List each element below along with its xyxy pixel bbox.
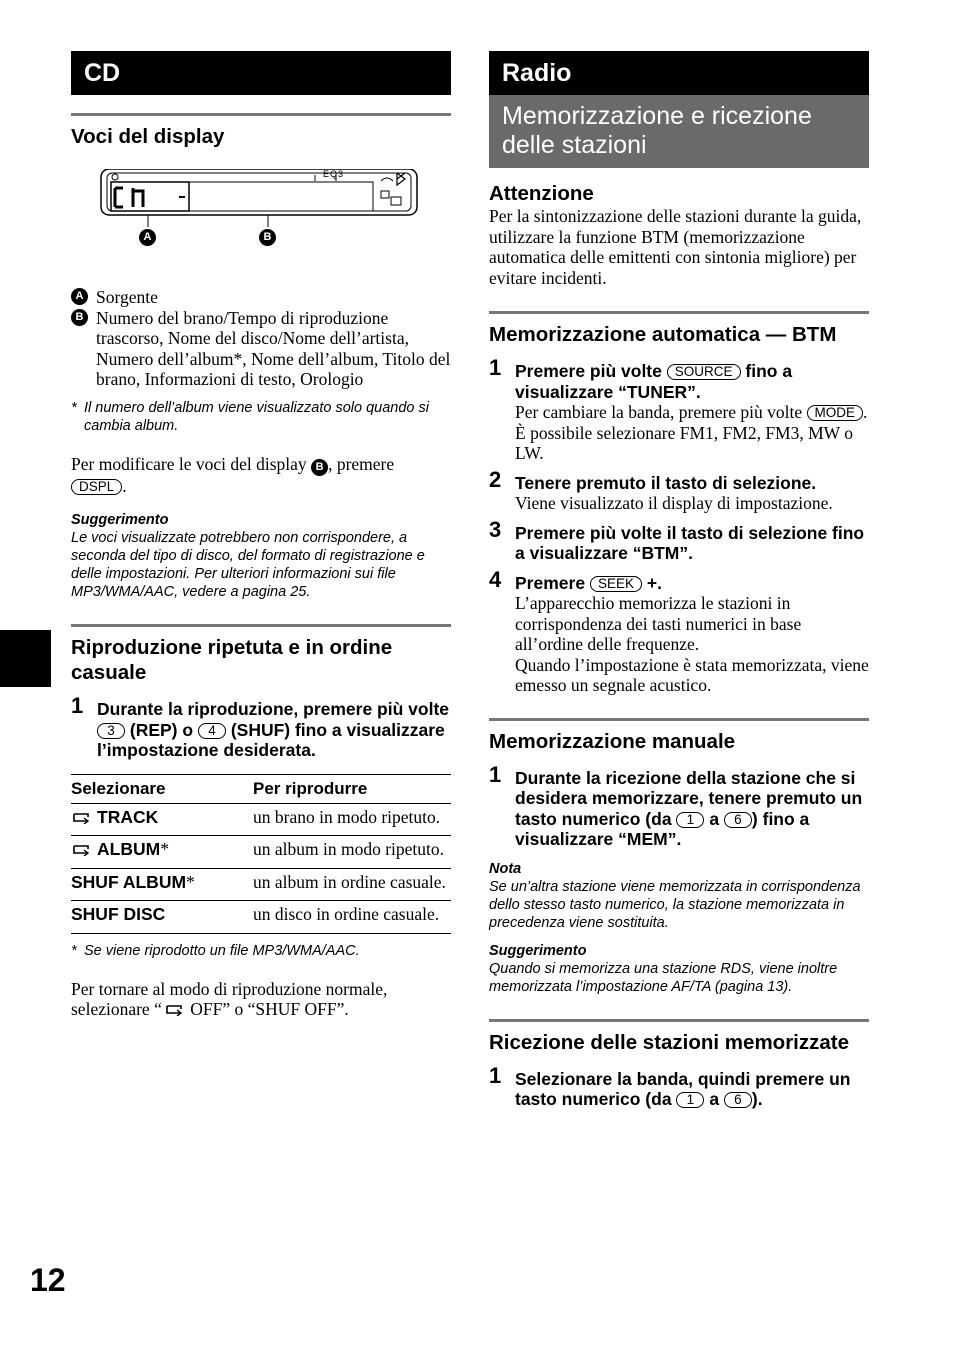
eq-label: EQ3 — [323, 169, 345, 179]
tip-title: Suggerimento — [71, 512, 169, 528]
step-number: 1 — [489, 1062, 502, 1088]
step-text: ). — [751, 1089, 763, 1109]
caution-title: Attenzione — [489, 182, 594, 205]
table-row — [71, 836, 451, 869]
tip-box-left — [71, 511, 451, 601]
step-number: 3 — [489, 516, 502, 542]
footnote-star: * — [71, 399, 77, 416]
btm-step-4-body: L’apparecchio memorizza le stazioni in corrispondenza dei tasti numerici in base all’ordine delle frequenze. — [515, 593, 802, 654]
btm-step-4 — [489, 566, 869, 594]
step-number: 4 — [489, 566, 502, 592]
btm-step-1 — [489, 355, 869, 402]
key-6: 6 — [724, 1092, 752, 1108]
repeat-heading: Riproduzione ripetuta e in ordine casuale — [71, 624, 451, 685]
step-text: Premere più volte — [515, 361, 662, 381]
legend-marker-a: A — [71, 288, 88, 305]
step-text: Premere più volte il tasto di selezione fino a visualizzare “BTM”. — [515, 522, 865, 563]
legend-item-a — [71, 287, 451, 308]
marker-a: A — [139, 229, 156, 246]
manual-step-1 — [489, 761, 869, 850]
receive-heading: Ricezione delle stazioni memorizzate — [489, 1019, 869, 1055]
return-text-2: OFF” o “SHUF OFF”. — [185, 999, 349, 1019]
marker-b: B — [259, 229, 276, 246]
receive-step-1 — [489, 1062, 869, 1110]
key-6: 6 — [724, 812, 752, 828]
modify-end: . — [122, 475, 127, 496]
modify-text: Per modificare le voci del display — [71, 453, 307, 474]
legend-text-a: Sorgente — [96, 287, 158, 307]
table-row — [71, 803, 451, 836]
nota-box — [489, 860, 869, 932]
step-text: Selezionare la banda, quindi premere un tasto numerico (da — [515, 1068, 851, 1109]
display-panel-svg — [71, 169, 451, 259]
repeat-table — [71, 774, 451, 934]
table-cell-select: SHUF ALBUM — [71, 871, 187, 892]
display-heading: Voci del display — [71, 113, 451, 149]
table-cell-star: * — [160, 839, 169, 859]
step-text: Durante la ricezione della stazione che si desidera memorizzare, tenere premuto un tasto numerico (da — [515, 767, 863, 829]
table-cell-desc: un brano in modo ripetuto. — [253, 803, 451, 836]
return-text: Per tornare al modo di riproduzione normale, selezionare “ — [71, 978, 388, 1019]
repeat-icon — [164, 1004, 184, 1016]
btm-heading: Memorizzazione automatica — BTM — [489, 311, 869, 347]
btm-step-2 — [489, 466, 869, 494]
display-illustration — [71, 161, 451, 301]
source-key: SOURCE — [667, 364, 741, 380]
step-text: Tenere premuto il tasto di selezione. — [515, 472, 817, 493]
tip-box-right — [489, 942, 869, 996]
nota-title: Nota — [489, 860, 522, 877]
step-text: (SHUF) fino a visualizzare l’impostazione desiderata. — [97, 719, 445, 760]
side-tab — [0, 630, 51, 687]
footnote-text: Il numero dell’album viene visualizzato solo quando si cambia album. — [84, 399, 429, 434]
mode-key: MODE — [807, 405, 864, 421]
table-cell-star: * — [186, 871, 195, 892]
table-cell-select: TRACK — [97, 806, 159, 827]
step-text: Premere — [515, 572, 586, 593]
nota-text: Se un’altra stazione viene memorizzata in corrispondenza dello stesso tasto numerico, la stazione memorizzata in precedenza viene sostituita. — [489, 878, 861, 931]
table-row — [71, 901, 451, 934]
legend-text-b: Numero del brano/Tempo di riproduzione trascorso, Nome del disco/Nome dell’artista, Numero dell’album*, Nome dell’album, Titolo del brano, Informazioni di testo, Orologio — [96, 307, 451, 389]
btm-step-3 — [489, 516, 869, 564]
footnote-star: * — [71, 942, 77, 959]
caution-text: Per la sintonizzazione delle stazioni durante la guida, utilizzare la funzione BTM (memorizzazione automatica delle emittenti con sintonia migliore) per evitare incidenti. — [489, 206, 862, 288]
table-cell-desc: un album in ordine casuale. — [253, 868, 451, 901]
repeat-step-1 — [71, 693, 451, 761]
left-column — [71, 51, 451, 1020]
key-3: 3 — [97, 723, 125, 739]
legend-item-b — [71, 308, 451, 390]
modify-instruction — [71, 454, 451, 497]
step-text: a — [709, 808, 720, 829]
legend-list — [71, 287, 451, 390]
key-1: 1 — [676, 812, 704, 828]
subsection-title: Memorizzazione e ricezione delle stazioni — [489, 95, 869, 168]
tip-title: Suggerimento — [489, 942, 587, 959]
footnote-mp3 — [71, 942, 451, 960]
step-number: 1 — [489, 761, 502, 787]
table-row — [71, 868, 451, 901]
table-cell-desc: un album in modo ripetuto. — [253, 836, 451, 869]
table-cell-desc: un disco in ordine casuale. — [253, 901, 451, 934]
key-1: 1 — [676, 1092, 704, 1108]
step-text: fino a visualizzare “TUNER”. — [515, 361, 793, 402]
tip-text: Le voci visualizzate potrebbero non corrispondere, a seconda del tipo di disco, del formato di registrazione e delle impostazioni. Per ulteriori informazioni sui file MP3/WMA/AAC, vedere a pagina 25. — [71, 530, 425, 600]
btm-step-1-body — [489, 402, 869, 464]
btm-step-2-body: Viene visualizzato il display di impostazione. — [515, 493, 833, 513]
table-header-select: Selezionare — [71, 774, 253, 803]
repeat-icon — [71, 812, 91, 824]
right-column — [489, 51, 869, 1110]
section-title-radio: Radio — [489, 51, 869, 95]
return-instruction — [71, 979, 451, 1020]
modify-marker-b: B — [311, 459, 328, 476]
modify-text-2: , premere — [328, 453, 395, 474]
step-text: (REP) o — [129, 719, 194, 740]
table-cell-select: SHUF DISC — [71, 904, 166, 924]
step-text: +. — [646, 572, 662, 593]
page-number: 12 — [30, 1262, 66, 1298]
btm-step-4-body-2: Quando l’impostazione è stata memorizzata, viene emesso un segnale acustico. — [515, 654, 869, 695]
key-4: 4 — [198, 723, 226, 739]
seek-key: SEEK — [590, 576, 642, 592]
step-body-text: . È possibile selezionare FM1, FM2, FM3, MW o LW. — [515, 402, 868, 463]
step-number: 1 — [489, 355, 502, 380]
repeat-icon — [71, 844, 91, 856]
tip-text: Quando si memorizza una stazione RDS, viene inoltre memorizzata l’impostazione AF/TA (pagina 13). — [489, 960, 838, 995]
table-cell-select: ALBUM — [97, 839, 161, 859]
step-text: a — [709, 1089, 720, 1109]
legend-marker-b: B — [71, 309, 88, 326]
step-number: 2 — [489, 466, 502, 492]
section-title-cd: CD — [71, 51, 451, 95]
step-body-text: Per cambiare la banda, premere più volte — [515, 402, 803, 422]
dspl-key: DSPL — [71, 479, 122, 495]
manual-heading: Memorizzazione manuale — [489, 718, 869, 754]
step-text: ) fino a visualizzare “MEM”. — [515, 808, 810, 849]
footnote-album — [71, 399, 451, 435]
footnote-text: Se viene riprodotto un file MP3/WMA/AAC. — [84, 942, 360, 959]
step-text: Durante la riproduzione, premere più volte — [97, 699, 450, 719]
step-number: 1 — [71, 693, 84, 718]
table-header-play: Per riprodurre — [253, 774, 451, 803]
